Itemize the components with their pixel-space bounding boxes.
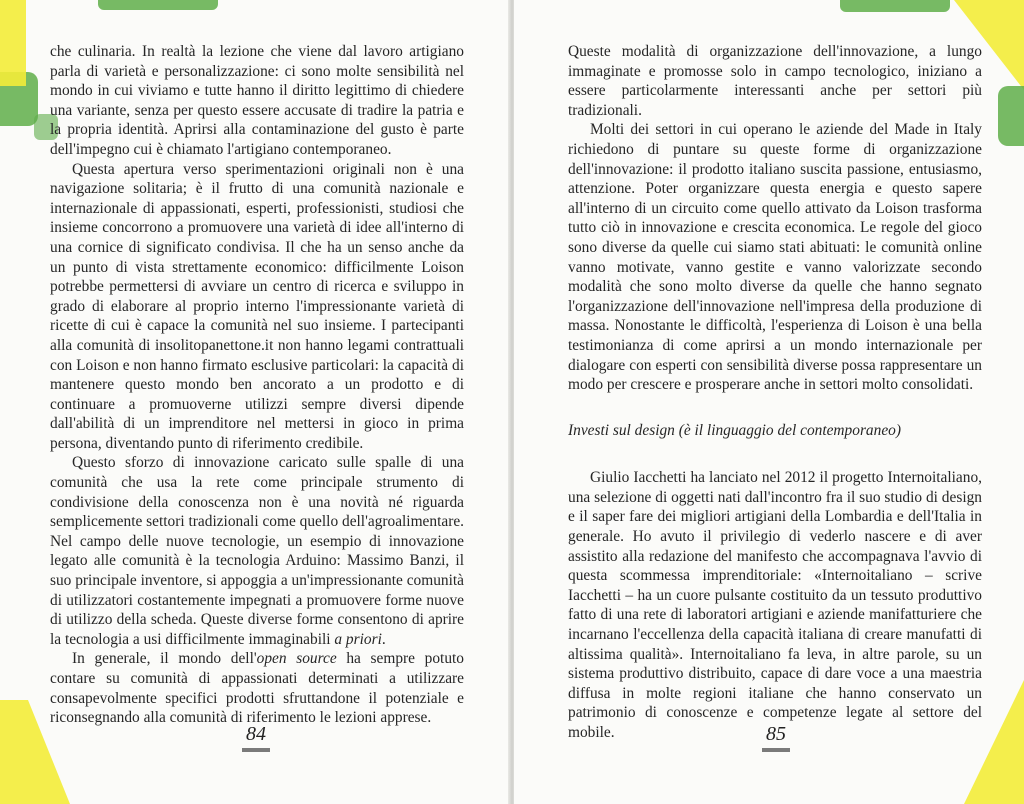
paragraph: che culinaria. In realtà la lezione che viene dal lavoro artigiano parla di varietà e personalizzazione: ci sono molte sensibilità nel mondo in cui viviamo e tutte hanno il diritto legittimo di chiedere una variante, senza per questo essere accusate di tradire la patria e la propria identità. Aprirsi alla contaminazione del gusto è parte dell'impegno cui è chiamato l'artigiano contemporaneo. <box>50 43 464 158</box>
paragraph-text: In generale, il mondo dell' <box>72 650 257 668</box>
paragraph: Queste modalità di organizzazione dell'innovazione, a lungo immaginate e promosse solo in campo tecnologico, iniziano a essere particolarmente interessanti anche per settori più tradizionali. <box>568 43 982 119</box>
yellow-tape-left-upper <box>0 0 26 86</box>
green-tape-top-left <box>98 0 218 10</box>
paragraph <box>50 453 464 649</box>
page-number-rule <box>242 748 270 752</box>
punctuation: . <box>381 630 386 648</box>
paragraph-text: ha sempre potuto contare su comunità di appassionati determinati a utilizzare consapevolmente specifici prodotti sfruttandone il potenziale e riconsegnando alla comunità di riferimento le lezioni apprese. <box>50 650 464 727</box>
page-number-rule <box>762 748 790 752</box>
green-tape-top-right <box>840 0 950 12</box>
left-page <box>0 0 510 804</box>
page-number: 84 <box>246 723 266 745</box>
green-tape-right-edge <box>998 86 1024 146</box>
italic-term: a priori <box>334 630 382 648</box>
page-number: 85 <box>766 723 786 745</box>
paragraph-text: Questo sforzo di innovazione caricato sulle spalle di una comunità che usa la rete come principale strumento di condivisione della conoscenza non è una novità né riguarda semplicemente settori tradizionali come quello dell'agroalimentare. Nel campo delle nuove tecnologie, un esempio di innovazione legato alle comunità è la tecnologia Arduino: Massimo Banzi, il suo principale inventore, si appoggia a un'impressionante comunità di utilizzatori costantemente impegnati a promuovere forme nuove di utilizzo della scheda. Queste diverse forme consentono di aprire la tecnologia a usi difficilmente immaginabili <box>50 454 464 648</box>
right-page-text <box>568 42 982 743</box>
right-page <box>514 0 1024 804</box>
left-page-text <box>50 42 464 728</box>
paragraph: Questa apertura verso sperimentazioni originali non è una navigazione solitaria; è il frutto di una comunità nazionale e internazionale di appassionati, esperti, professionisti, studiosi che insieme concorrono a promuovere una varietà di idee all'interno di una cornice di significato condivisa. Il che ha un senso anche da un punto di vista strettamente economico: difficilmente Loison potrebbe permettersi di avviare un centro di ricerca e sviluppo in grado di elaborare al proprio interno l'impressionante varietà di ricette di cui è capace la comunità nel suo insieme. I partecipanti alla comunità di insolitopanettone.it non hanno legami contrattuali con Loison e non hanno firmato esclusive particolari: la capacità di mantenere questo mondo ben ancorato a un prodotto e di continuare a promuoverne utilizzi sempre diversi dipende dall'abilità di un imprenditore nel mettersi in gioco in prima persona, diventando punto di riferimento credibile. <box>50 160 464 452</box>
section-heading: Investi sul design (è il linguaggio del contemporaneo) <box>568 421 901 439</box>
italic-term: open source <box>256 650 337 668</box>
paragraph: Giulio Iacchetti ha lanciato nel 2012 il progetto Internoitaliano, una selezione di oggetti nati dall'incontro fra il suo studio di design e il saper fare dei migliori artigiani della Lombardia e dell'Italia in generale. Ho avuto il privilegio di vederlo nascere e di aver assistito alla redazione del manifesto che accompagnava l'avvio di questa scommessa imprenditoriale: «Internoitaliano – scrive Iacchetti – ha un cuore pulsante costituito da un tessuto produttivo fatto di una rete di laboratori artigiani e aziende manifatturiere che incarnano l'eccellenza della capacità italiana di creare manufatti di altissima qualità». Internoitaliano fa leva, in altre parole, su un sistema produttivo distribuito, capace di dare voce a una maestria diffusa in molte regioni italiane che hanno conservato un patrimonio di conoscenze e competenze legate al settore del mobile. <box>568 469 982 741</box>
paragraph <box>50 649 464 727</box>
paragraph: Molti dei settori in cui operano le aziende del Made in Italy richiedono di puntare su queste forme di organizzazione dell'innovazione: il prodotto italiano suscita passione, entusiasmo, attenzione. Poter organizzare questa energia e questo sapere all'interno di un circuito come quello attivato da Loison trasforma tutto ciò in innovazione e crescita economica. Le regole del gioco sono diverse da quelle cui siamo stati abituati: le comunità online vanno motivate, vanno gestite e vanno valorizzate secondo modalità che sono molto diverse da quelle che hanno segnato l'organizzazione dell'innovazione nell'impresa della produzione di massa. Nonostante le difficoltà, l'esperienza di Loison è una bella testimonianza di come aprirsi a un mondo internazionale per dialogare con esperti con sensibilità diverse possa rappresentare un modo per crescere e prosperare anche in settori molto consolidati. <box>568 121 982 394</box>
